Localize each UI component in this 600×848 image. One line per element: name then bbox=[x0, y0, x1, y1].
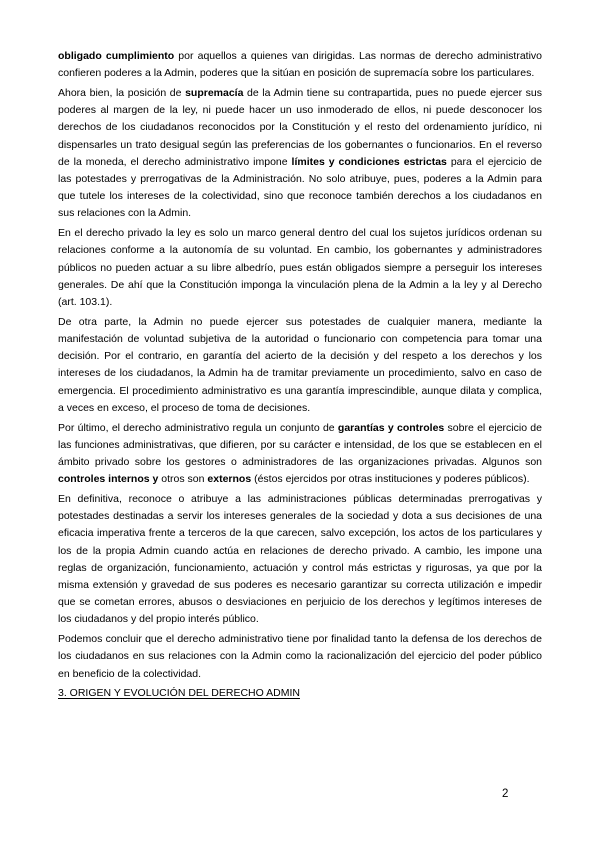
text-run: otros son bbox=[158, 473, 208, 486]
section-heading: 3. ORIGEN Y EVOLUCIÓN DEL DERECHO ADMIN bbox=[58, 687, 300, 700]
text-run: sobre el ejercicio de las funciones administrativas, que difieren, por su carácter e intensidad, de los que se establecen en el ámbito privado sobre los gestores o administradores de las organizaciones privadas. Algunos son bbox=[58, 421, 542, 469]
bold-text-run: garantías y controles bbox=[337, 421, 445, 434]
bold-text-run: externos bbox=[207, 473, 252, 486]
text-run: Por último, el derecho administrativo regula un conjunto de bbox=[58, 421, 338, 434]
paragraph bbox=[58, 48, 542, 82]
paragraph bbox=[58, 420, 542, 489]
paragraph bbox=[58, 631, 542, 683]
paragraph bbox=[58, 491, 542, 629]
text-run: En el derecho privado la ley es solo un marco general dentro del cual los sujetos jurídicos ordenan su relaciones conforme a la autonomía de su voluntad. En cambio, los gobernantes y administradores públicos no pueden actuar a su libre albedrío, pues están obligados siempre a perseguir los intereses generales. De ahí que la Constitución imponga la vinculación plena de la Admin a la ley y al Derecho (art. 103.1). bbox=[58, 227, 542, 309]
bold-text-run: límites y condiciones estrictas bbox=[291, 155, 447, 168]
paragraph bbox=[58, 225, 542, 311]
text-run: para el ejercicio de las potestades y prerrogativas de la Administración. No solo atribuye, pues, poderes a la Admin para que tutele los intereses de la colectividad, sino que reconoce también derechos a los ciudadanos en sus relaciones con la Admin. bbox=[58, 155, 543, 220]
bold-text-run: supremacía bbox=[185, 87, 244, 99]
text-run: De otra parte, la Admin no puede ejercer sus potestades de cualquier manera, mediante la manifestación de voluntad subjetiva de la autoridad o funcionario con competencia para tomar una decisión. Por el contrario, en garantía del acierto de la decisión y del respeto a los derechos y los intereses de los ciudadanos, la Admin ha de tramitar previamente un procedimiento, salvo en caso de emergencia. El procedimiento administrativo es una garantía imprescindible, aunque dilata y complica, a veces en exceso, el proceso de toma de decisiones. bbox=[58, 315, 542, 414]
bold-text-run: obligado cumplimiento bbox=[58, 50, 175, 62]
text-run: Podemos concluir que el derecho administrativo tiene por finalidad tanto la defensa de los derechos de los ciudadanos en sus relaciones con la Admin como la racionalización del ejercicio del poder público en beneficio de la colectividad. bbox=[58, 633, 542, 680]
text-run: de la Admin tiene su contrapartida, pues no puede ejercer sus poderes al margen de la ley, ni puede hacer un uso inmoderado de ellos, ni puede desconocer los derechos de los ciudadanos reconocidos por la Constitución y el resto del ordenamiento jurídico, ni dispensarles un trato desigual según las preferencias de los gobernantes o funcionarios. En el reverso de la moneda, el derecho administrativo impone bbox=[58, 87, 542, 168]
paragraph bbox=[58, 85, 542, 223]
text-run: Ahora bien, la posición de bbox=[58, 87, 186, 99]
bold-text-run: controles internos y bbox=[58, 473, 159, 486]
page-number: 2 bbox=[502, 788, 509, 800]
paragraph bbox=[58, 314, 542, 417]
text-run: En definitiva, reconoce o atribuye a las administraciones públicas determinadas prerrogativas y potestades destinadas a servir los intereses generales de la sociedad y dota a sus decisiones de una eficacia imperativa frente a terceros de la que carecen, salvo excepción, los actos de los particulares y los de la propia Admin cuando actúa en relaciones de derecho privado. A cambio, les impone una reglas de organización, funcionamiento, actuación y control más estrictas y rigurosas, ya que por la misma extensión y gravedad de sus poderes es necesario garantizar su correcta utilización e impedir que se cometan errores, abusos o desviaciones en perjuicio de los derechos y legítimos intereses de los ciudadanos y del propio interés público. bbox=[58, 493, 542, 626]
document-page bbox=[58, 48, 542, 703]
text-run: por aquellos a quienes van dirigidas. Las normas de derecho administrativo confieren poderes a la Admin, poderes que la sitúan en posición de supremacía sobre los particulares. bbox=[58, 50, 542, 80]
text-run: (éstos ejercidos por otras instituciones y poderes públicos). bbox=[251, 473, 530, 486]
